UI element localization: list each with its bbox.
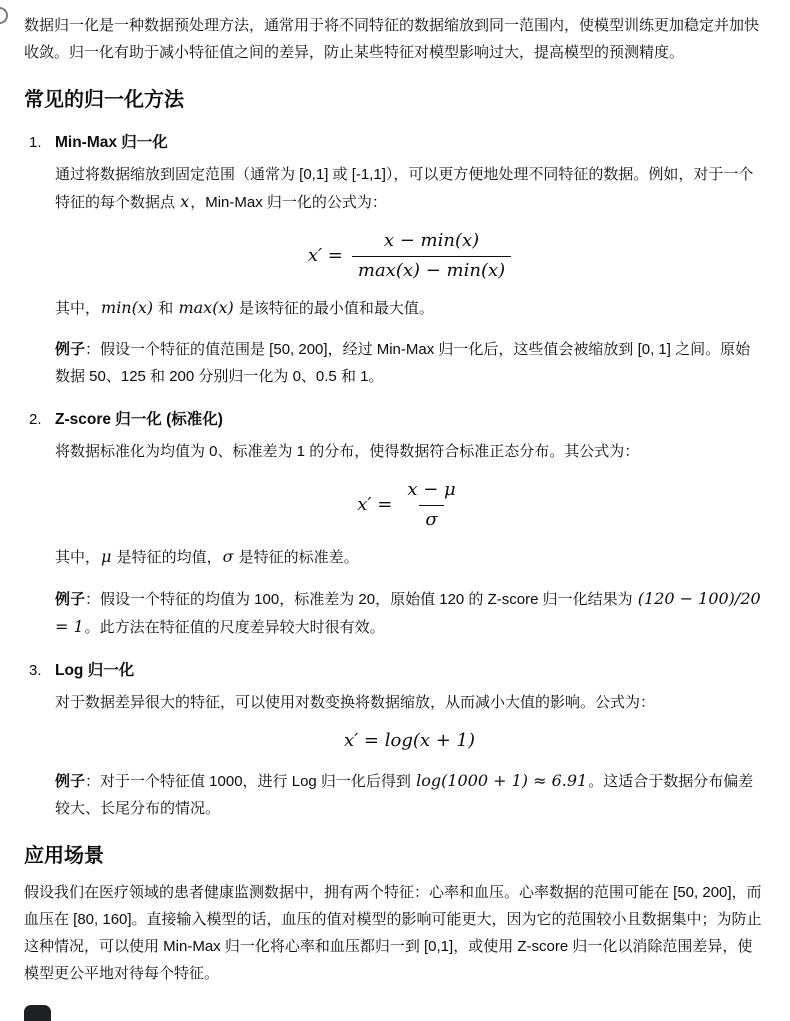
text-run: 其中， (55, 549, 101, 566)
example-paragraph (55, 767, 764, 822)
example-label: 例子 (55, 772, 86, 790)
formula-minmax (55, 230, 764, 282)
fraction-numerator: x − min(x) (383, 230, 480, 251)
method-description (55, 689, 764, 716)
inline-math: (120 − 100)/20 = 1 (55, 589, 761, 636)
inline-math: μ (101, 547, 112, 566)
method-item-zscore (24, 406, 764, 641)
formula-log (55, 730, 764, 753)
text-run: 是特征的标准差。 (234, 549, 359, 566)
section-heading-application: 应用场景 (24, 844, 104, 867)
method-title: Log 归一化 (55, 662, 135, 679)
intro-paragraph: 数据归一化是一种数据预处理方法，通常用于将不同特征的数据缩放到同一范围内，使模型训练更加稳定并加快收敛。归一化有助于减小特征值之间的差异，防止某些特征对模型影响过大，提高模型的预测精度。 (24, 17, 760, 61)
inline-math: max(x) (178, 298, 234, 317)
formula-note (55, 294, 764, 322)
list-number: 1. (29, 134, 42, 151)
section-heading-methods: 常见的归一化方法 (24, 89, 184, 111)
fraction-denominator: max(x) − min(x) (352, 256, 511, 283)
example-paragraph (55, 336, 764, 390)
method-title: Z-score 归一化 (标准化) (55, 411, 223, 428)
text-run: ：对于一个特征值 1000，进行 Log 归一化后得到 (85, 772, 416, 790)
fraction-denominator: σ (419, 505, 443, 532)
text-run: ，Min-Max 归一化的公式为： (190, 194, 387, 211)
formula-lhs: x′ = (307, 244, 343, 266)
method-description (55, 161, 764, 216)
inline-math: x (180, 192, 190, 211)
text-run: 是特征的均值， (112, 549, 222, 566)
formula-expression: x′ = log(x + 1) (343, 730, 476, 751)
list-number: 3. (29, 662, 42, 679)
example-label: 例子 (55, 341, 86, 358)
method-title: Min-Max 归一化 (55, 134, 168, 151)
formula-zscore (55, 479, 764, 531)
text-run: 是该特征的最小值和最大值。 (234, 300, 434, 317)
methods-list (24, 129, 764, 822)
text-run: 将数据标准化为均值为 0、标准差为 1 的分布，使得数据符合标准正态分布。其公式为： (55, 443, 640, 460)
formula-note (55, 543, 764, 571)
text-run: 和 (154, 300, 178, 317)
method-description (55, 438, 764, 465)
text-run: ：假设一个特征的值范围是 [50, 200]，经过 Min-Max 归一化后，这些值会被缩放到 [0, 1] 之间。原始数据 50、125 和 200 分别归一化为 0、0.5 和 1。 (55, 341, 751, 385)
method-item-log (24, 657, 764, 822)
application-paragraph: 假设我们在医疗领域的患者健康监测数据中，拥有两个特征：心率和血压。心率数据的范围可能在 [50, 200]，而血压在 [80, 160]。直接输入模型的话，血压的值对模型的影响可能更大，因为它的范围较小且数据集中；为防止这种情况，可以使用 Min-Max 归一化将心率和血压都归一到 [0,1]，或使用 Z-score 归一化以消除范围差异，使模型更公平地对待每个特征。 (24, 883, 762, 982)
formula-lhs: x′ = (357, 493, 393, 515)
inline-math: min(x) (101, 298, 154, 317)
method-item-minmax (24, 129, 764, 390)
text-run: 对于数据差异很大的特征，可以使用对数变换将数据缩放，从而减小大值的影响。公式为： (55, 694, 656, 711)
example-label: 例子 (55, 591, 86, 608)
next-message-avatar-partial (24, 1005, 51, 1021)
text-run: 。这适合于数据分布偏差较大、长尾分布的情况。 (55, 772, 754, 817)
text-run: ：假设一个特征的均值为 100，标准差为 20，原始值 120 的 Z-score 归一化结果为 (85, 591, 637, 608)
fraction (401, 479, 461, 531)
inline-math: log(1000 + 1) ≈ 6.91 (416, 770, 588, 790)
fraction (352, 230, 511, 282)
text-run: 。此方法在特征值的尺度差异较大时很有效。 (84, 619, 385, 636)
text-run: 其中， (55, 300, 101, 317)
text-run: 通过将数据缩放到固定范围（通常为 [0,1] 或 [-1,1]），可以更方便地处理不同特征的数据。例如，对于一个特征的每个数据点 (55, 166, 754, 211)
fraction-numerator: x − μ (407, 479, 456, 500)
inline-math: σ (222, 547, 234, 566)
list-number: 2. (29, 411, 42, 428)
example-paragraph (55, 585, 764, 641)
assistant-avatar-icon (0, 7, 8, 24)
